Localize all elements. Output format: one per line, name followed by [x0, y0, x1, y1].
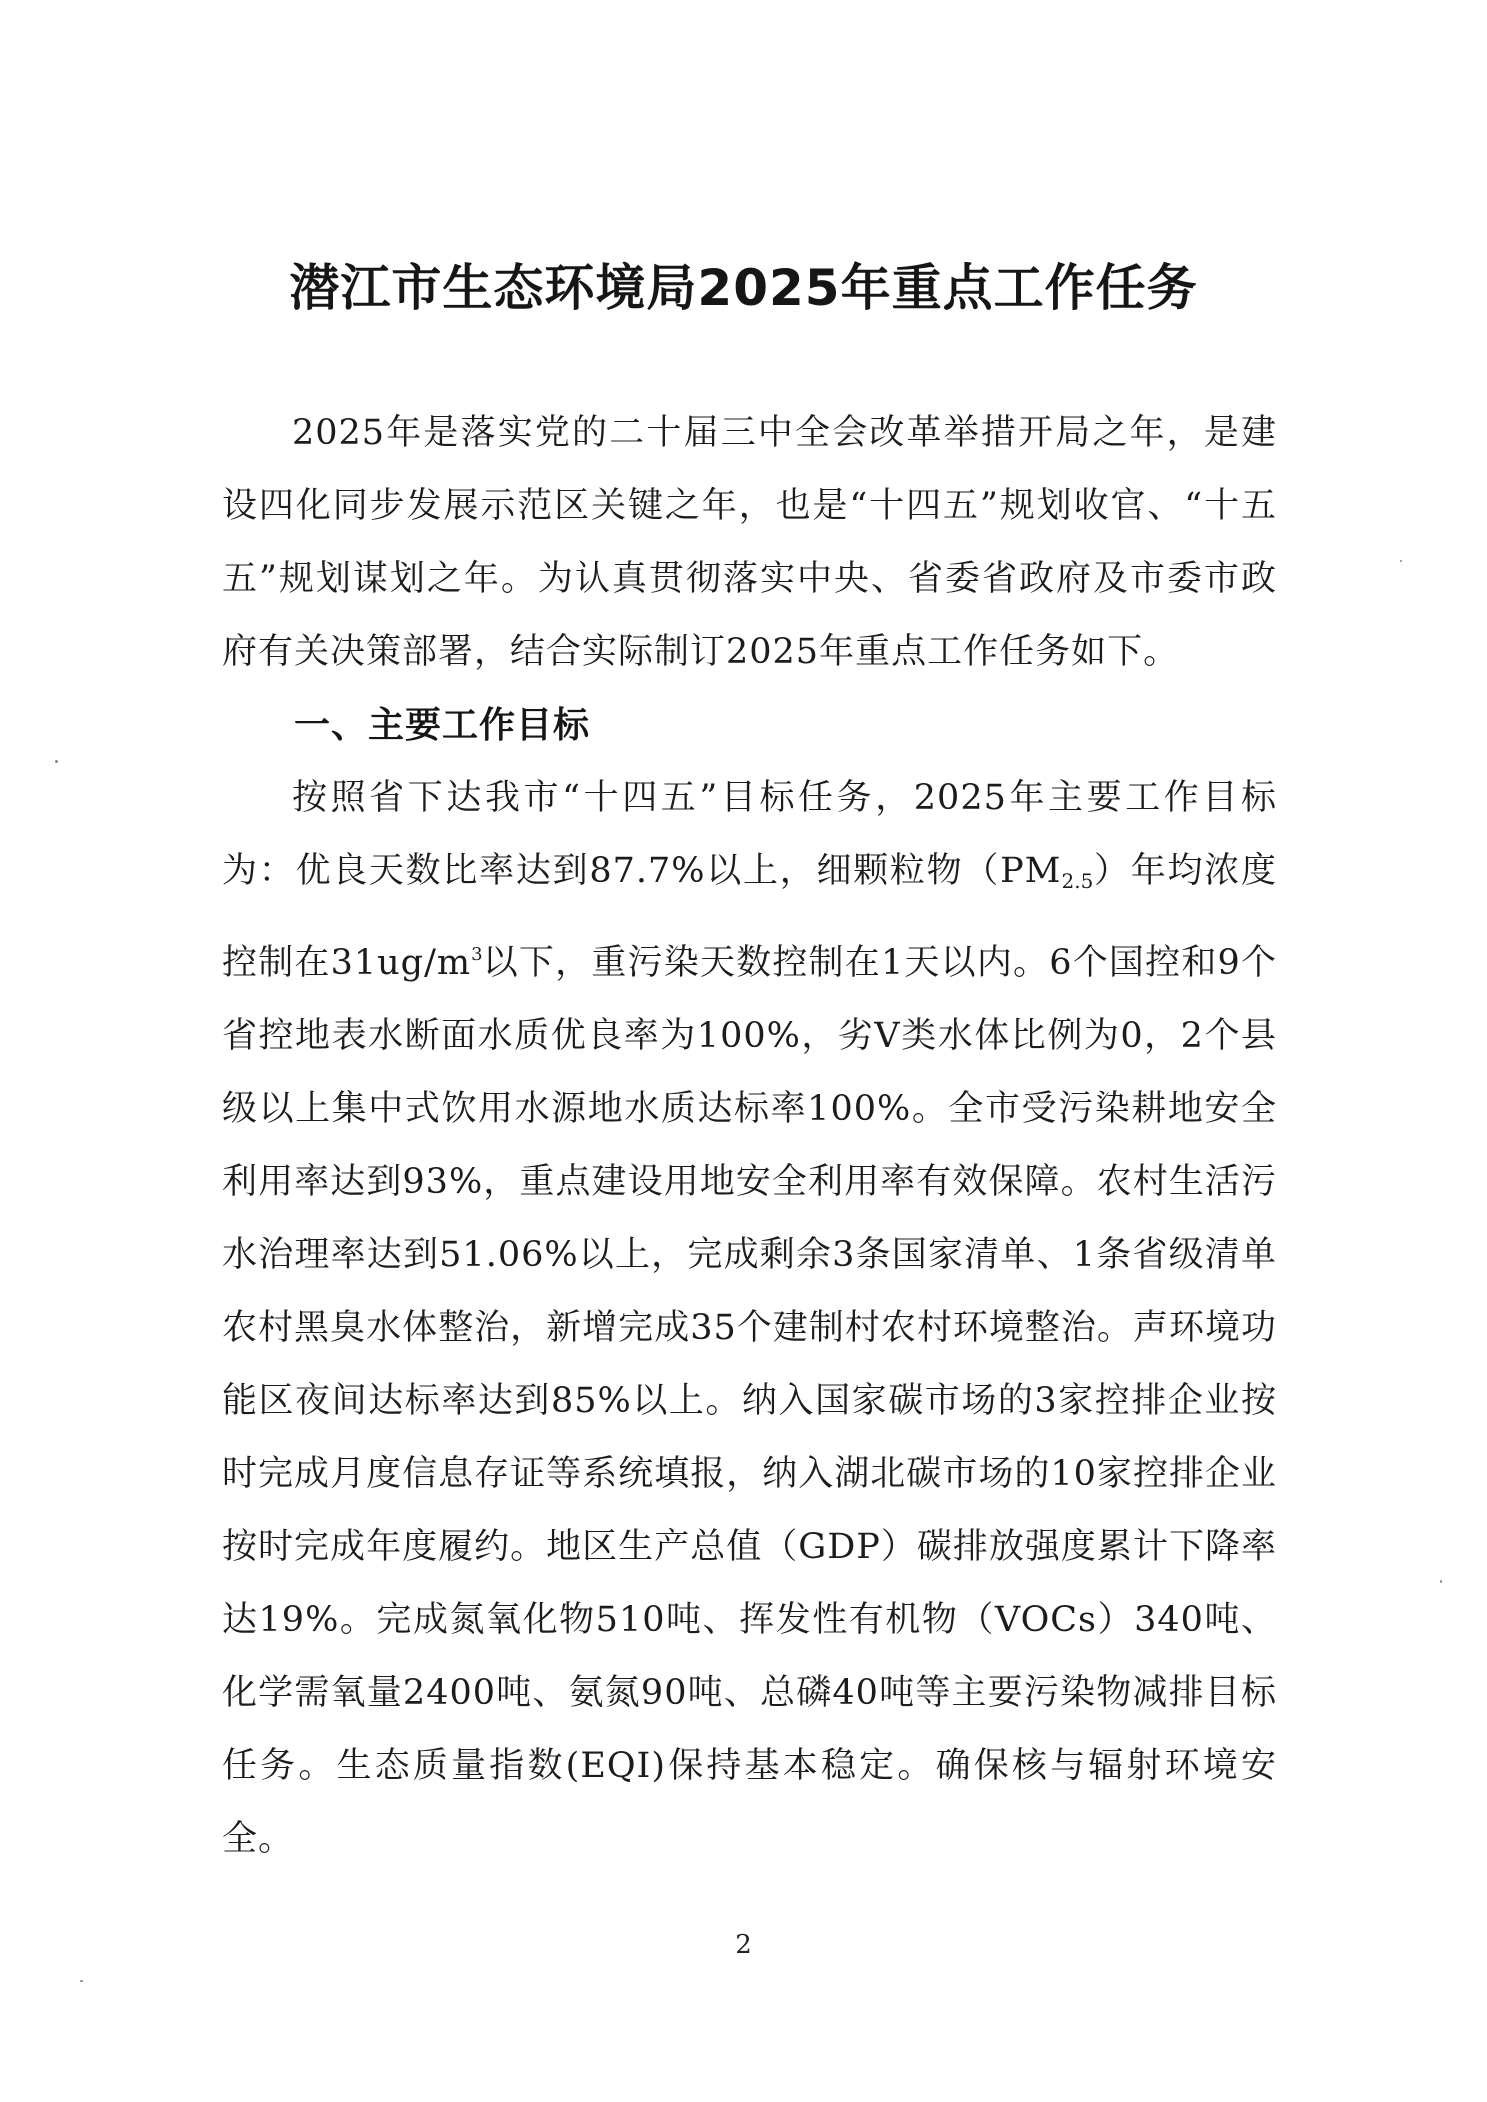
- targets-paragraph: [222, 762, 1277, 1876]
- unit-superscript: 3: [471, 944, 483, 965]
- section-heading: 一、主要工作目标: [294, 705, 591, 746]
- targets-text-part1: 按照省下达我市“十四五”目标任务，2025年主要工作目标为：优良天数比率达到87.7%以上，细颗粒物（PM: [222, 778, 1277, 891]
- targets-text-part2: ）年均浓度控制在31ug/m: [222, 851, 1277, 983]
- scan-speck: [55, 760, 58, 763]
- document-body: [222, 397, 1277, 1876]
- intro-paragraph: 2025年是落实党的二十届三中全会改革举措开局之年，是建设四化同步发展示范区关键之年，也是“十四五”规划收官、“十五五”规划谋划之年。为认真贯彻落实中央、省委省政府及市委市政府有关决策部署，结合实际制订2025年重点工作任务如下。: [222, 413, 1277, 672]
- targets-text-part3: 以下，重污染天数控制在1天以内。6个国控和9个省控地表水断面水质优良率为100%，劣Ⅴ类水体比例为0，2个县级以上集中式饮用水源地水质达标率100%。全市受污染耕地安全利用率达到93%，重点建设用地安全利用率有效保障。农村生活污水治理率达到51.06%以上，完成剩余3条国家清单、1条省级清单农村黑臭水体整治，新增完成35个建制村农村环境整治。声环境功能区夜间达标率达到85%以上。纳入国家碳市场的3家控排企业按时完成月度信息存证等系统填报，纳入湖北碳市场的10家控排企业按时完成年度履约。地区生产总值（GDP）碳排放强度累计下降率达19%。完成氮氧化物510吨、挥发性有机物（VOCs）340吨、化学需氧量2400吨、氨氮90吨、总磷40吨等主要污染物减排目标任务。生态质量指数(EQI)保持基本稳定。确保核与辐射环境安全。: [222, 943, 1277, 1859]
- scan-speck: [80, 1980, 83, 1982]
- page-number: 2: [735, 1930, 752, 1960]
- scan-speck: [1440, 1580, 1442, 1583]
- scan-speck: [1400, 560, 1402, 562]
- document-title: 潜江市生态环境局2025年重点工作任务: [289, 259, 1198, 317]
- pm-subscript: 2.5: [1061, 869, 1094, 893]
